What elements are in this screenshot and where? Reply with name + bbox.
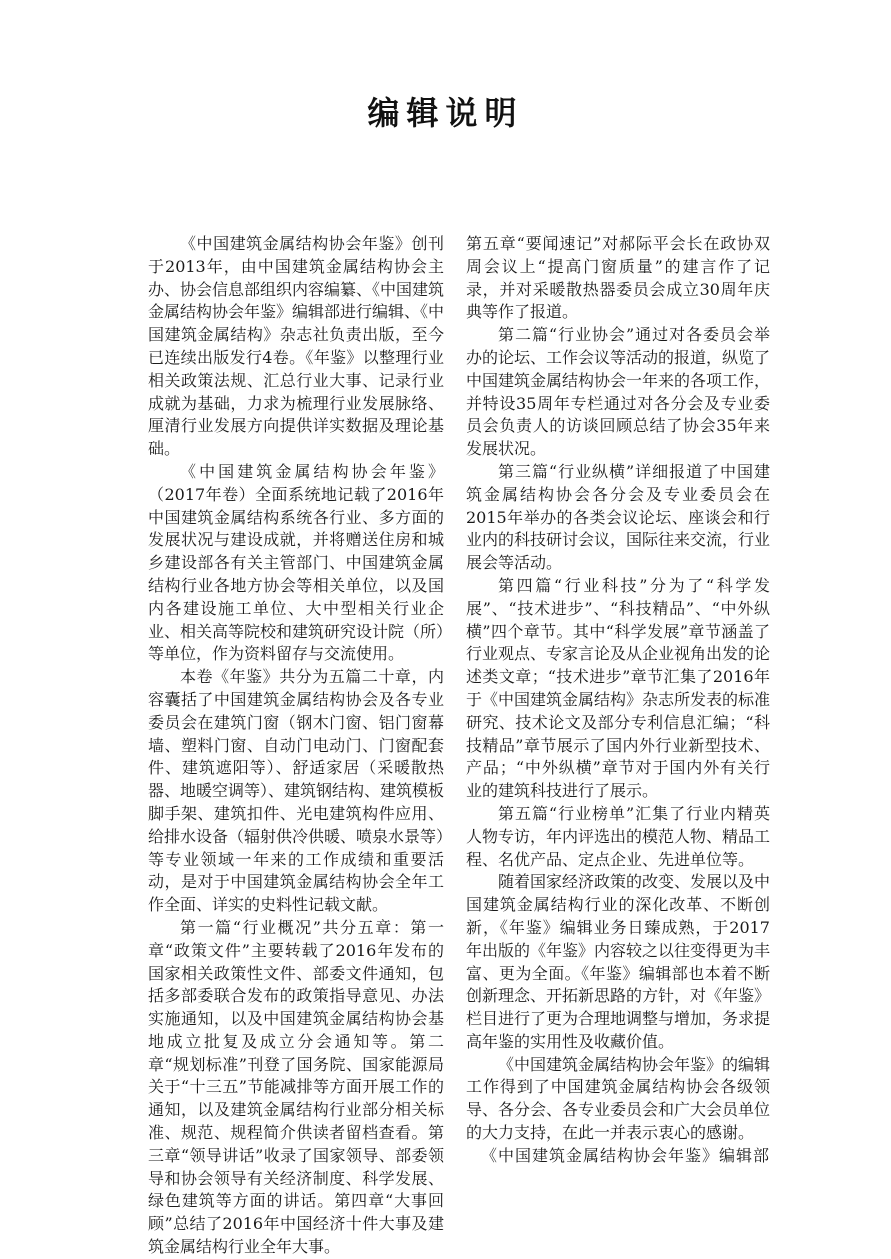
- paragraph: 《中国建筑金属结构协会年鉴》（2017年卷）全面系统地记载了2016年中国建筑金属结构系统各行业、多方面的发展状况与建设成就，并将赠送住房和城乡建设部各有关主管部门、中国建筑金属结构行业各地方协会等相关单位，以及国内各建设施工单位、大中型相关行业企业、相关高等院校和建筑研究设计院（所）等单位，作为资料留存与交流使用。: [148, 461, 445, 664]
- paragraph: 《中国建筑金属结构协会年鉴》创刊于2013年，由中国建筑金属结构协会主办、协会信息部组织内容编纂、《中国建筑金属结构协会年鉴》编辑部进行编辑、《中国建筑金属结构》杂志社负责出版，至今已连续出版发行4卷。《年鉴》以整理行业相关政策法规、汇总行业大事、记录行业成就为基础，力求为梳理行业发展脉络、厘清行业发展方向提供详实数据及理论基础。: [148, 234, 445, 459]
- paragraph: 第一篇“行业概况”共分五章：第一章“政策文件”主要转载了2016年发布的国家相关政策性文件、部委文件通知，包括多部委联合发布的政策指导意见、办法实施通知，以及中国建筑金属结构协会基地成立批复及成立分会通知等。第二章“规划标准”刊登了国务院、国家能源局关于“十三五”节能减排等方面开展工作的通知，以及建筑金属结构行业部分相关标准、规范、规程简介供读者留档查看。第三章“领导讲话”收录了国家领导、部委领导和协会领导有关经济制度、科学发展、绿色建筑等方面的讲话。第四章“大事回顾”总结了2016年中国经济十件大事及建筑金属结构行业全年大事。: [148, 917, 444, 1257]
- signature: 《中国建筑金属结构协会年鉴》编辑部: [480, 1145, 770, 1165]
- paragraph: 第二篇“行业协会”通过对各委员会举办的论坛、工作会议等活动的报道，纵览了中国建筑金属结构协会一年来的各项工作，并特设35周年专栏通过对各分会及专业委员会负责人的访谈回顾总结了协会35年来发展状况。: [466, 325, 771, 459]
- left-column: [148, 233, 444, 1259]
- paragraph: 第四篇“行业科技”分为了“科学发展”、“技术进步”、“科技精品”、“中外纵横”四个章节。其中“科学发展”章节涵盖了行业观点、专家言论及从企业视角出发的论述类文章；“技术进步”章节汇集了2016年于《中国建筑金属结构》杂志所发表的标准研究、技术论文及部分专利信息汇编；“科技精品”章节展示了国内外行业新型技术、产品；“中外纵横”章节对于国内外有关行业的建筑科技进行了展示。: [466, 575, 771, 801]
- page-title: 编辑说明: [367, 94, 524, 132]
- paragraph: 随着国家经济政策的改变、发展以及中国建筑金属结构行业的深化改革、不断创新，《年鉴》编辑业务日臻成熟，于2017年出版的《年鉴》内容较之以往变得更为丰富、更为全面。《年鉴》编辑部也本着不断创新理念、开拓新思路的方针，对《年鉴》栏目进行了更为合理地调整与增加，务求提高年鉴的实用性及收藏价值。: [466, 872, 771, 1051]
- paragraph: 本卷《年鉴》共分为五篇二十章，内容囊括了中国建筑金属结构协会及各专业委员会在建筑门窗（钢木门窗、铝门窗幕墙、塑料门窗、自动门电动门、门窗配套件、建筑遮阳等）、舒适家居（采暖散热器、地暖空调等）、建筑钢结构、建筑模板脚手架、建筑扣件、光电建筑构件应用、给排水设备（辐射供冷供暖、喷泉水景等）等专业领域一年来的工作成绩和重要活动，是对于中国建筑金属结构协会全年工作全面、详实的史料性记载文献。: [148, 667, 445, 915]
- paragraph-continued: 第五章“要闻速记”对郝际平会长在政协双周会议上“提高门窗质量”的建言作了记录，并对采暖散热器委员会成立30周年庆典等作了报道。: [466, 234, 770, 322]
- paragraph: 第五篇“行业榜单”汇集了行业内精英人物专访，年内评选出的模范人物、精品工程、名优产品、定点企业、先进单位等。: [466, 803, 771, 869]
- paragraph: 《中国建筑金属结构协会年鉴》的编辑工作得到了中国建筑金属结构协会各级领导、各分会、各专业委员会和广大会员单位的大力支持，在此一并表示衷心的感谢。: [466, 1054, 771, 1143]
- paragraph: 第三篇“行业纵横”详细报道了中国建筑金属结构协会各分会及专业委员会在2015年举办的各类会议论坛、座谈会和行业内的科技研讨会议，国际往来交流，行业展会等活动。: [466, 461, 771, 573]
- right-column: [466, 233, 770, 1168]
